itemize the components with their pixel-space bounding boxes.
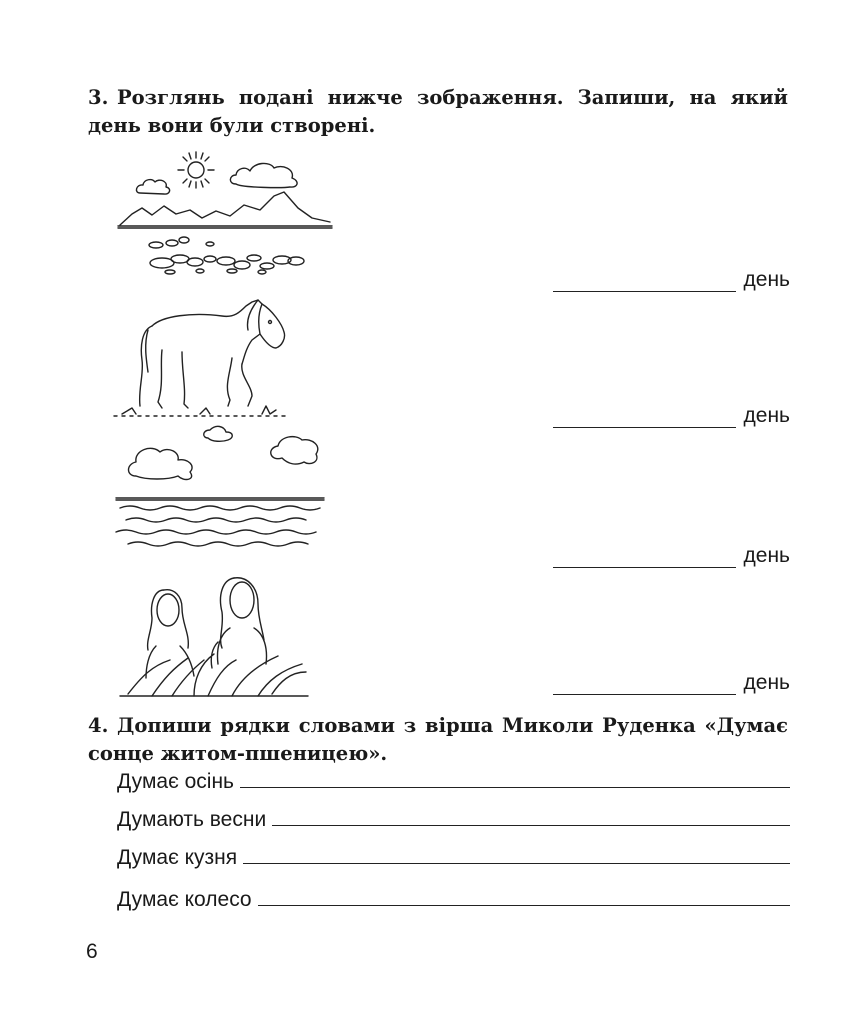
sun-mountains-stones-icon [112,148,337,276]
fill-row-4 [117,882,790,912]
answer-suffix-4: день [743,671,790,694]
task-4-number: 4. [88,714,109,737]
task-4-text: Допиши рядки словами з вірша Миколи Руденка «Думає сонце житом-пшеницею». [88,714,788,765]
answer-suffix-3: день [743,544,790,567]
answer-row-1 [553,268,790,292]
fill-label-3: Думає кузня [117,846,238,869]
answer-line-1[interactable] [553,271,736,292]
answer-row-4 [553,671,790,695]
fill-label-4: Думає колесо [117,888,252,911]
task-3-title [88,84,788,140]
answer-line-2[interactable] [553,407,736,428]
adam-eve-icon [112,568,312,700]
fill-row-2 [117,802,790,832]
fill-line-3[interactable] [243,862,790,864]
task-3-number: 3. [88,86,109,109]
task-3-text: Розглянь подані нижче зображення. Запиши, на який день вони були створені. [88,86,788,137]
fill-label-1: Думає осінь [117,770,234,793]
answer-suffix-1: день [743,268,790,291]
answer-suffix-2: день [743,404,790,427]
answer-line-3[interactable] [553,547,736,568]
answer-line-4[interactable] [553,674,736,695]
fill-line-2[interactable] [272,824,790,826]
clouds-sea-icon [112,424,328,556]
answer-row-2 [553,404,790,428]
fill-row-1 [117,764,790,794]
task-4-title [88,712,788,768]
answer-row-3 [553,544,790,568]
fill-row-3 [117,840,790,870]
page-number: 6 [86,940,98,963]
horse-icon [112,296,292,420]
fill-line-1[interactable] [240,786,790,788]
fill-label-2: Думають весни [117,808,267,831]
fill-line-4[interactable] [258,904,790,906]
